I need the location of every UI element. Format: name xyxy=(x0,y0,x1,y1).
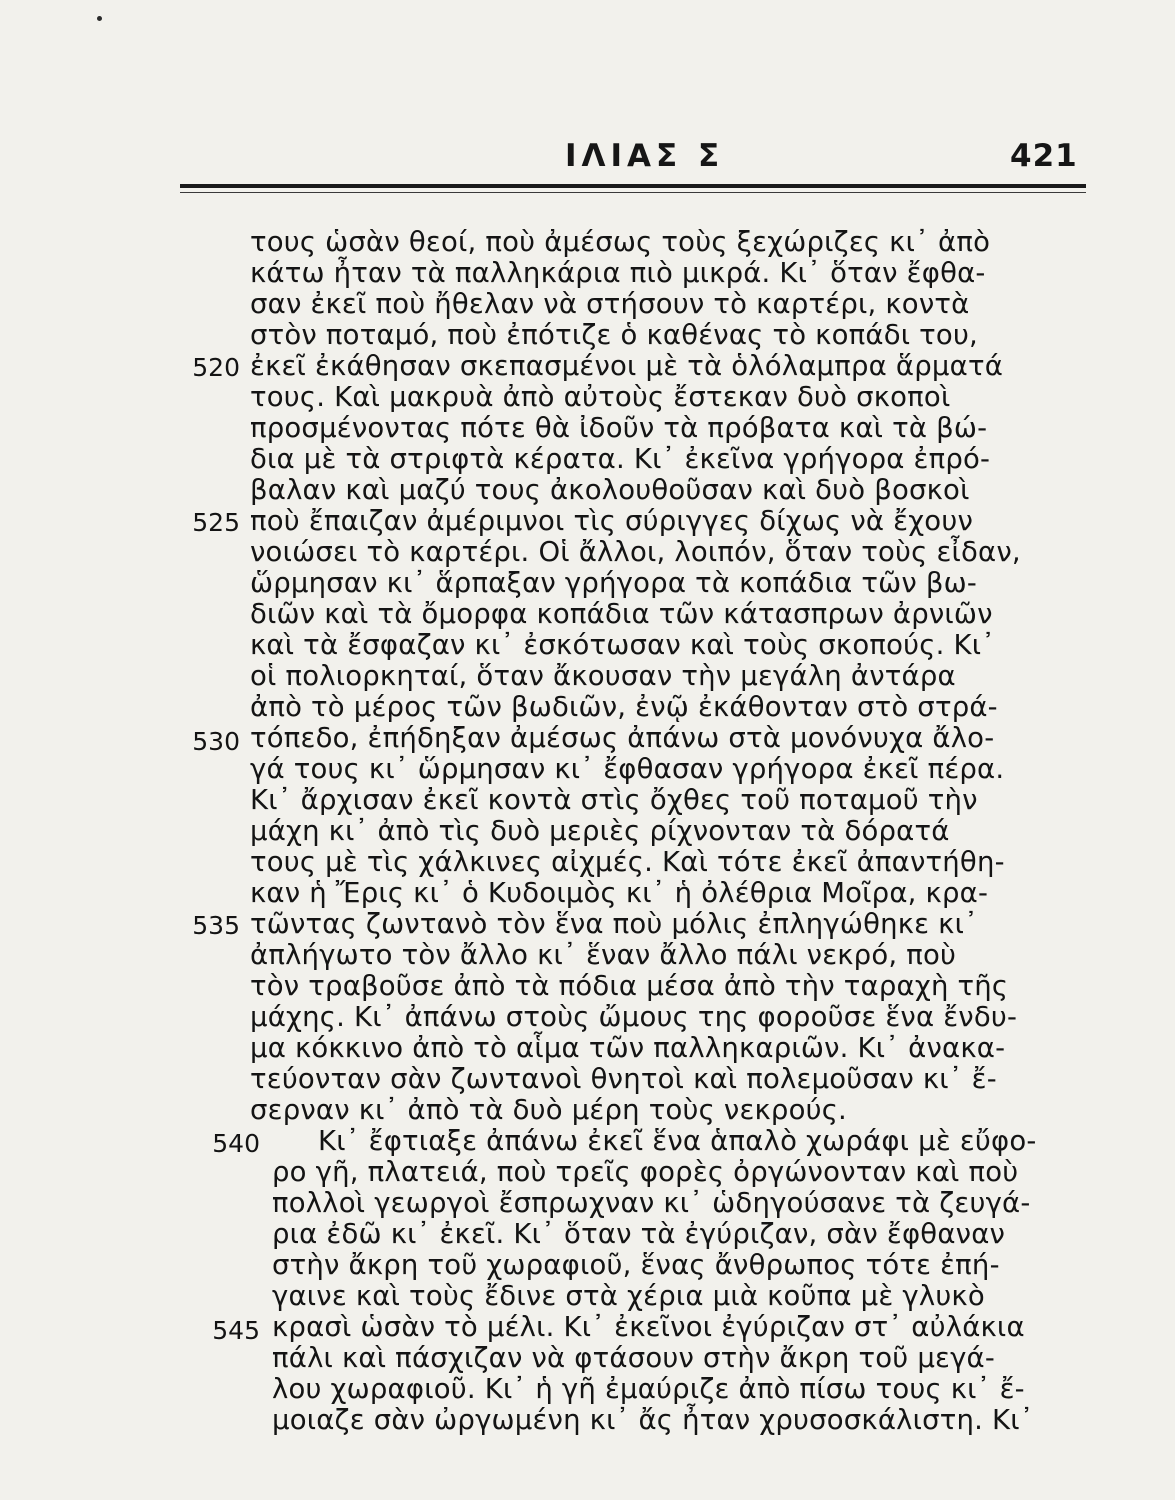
text-line: τόπεδο, ἐπήδηξαν ἀμέσως ἀπάνω στὰ μονόνυχα ἄλο- xyxy=(250,722,995,754)
text-line: προσμένοντας πότε θὰ ἰδοῦν τὰ πρόβατα καὶ τὰ βώ- xyxy=(250,412,988,444)
text-line: κρασὶ ὡσὰν τὸ μέλι. Κι᾽ ἐκεῖνοι ἐγύριζαν στ᾽ αὐλάκια xyxy=(272,1311,1025,1343)
text-line: τῶντας ζωντανὸ τὸν ἕνα ποὺ μόλις ἐπληγώθηκε κι᾽ xyxy=(250,908,979,940)
text-line: τους. Καὶ μακρυὰ ἀπὸ αὐτοὺς ἔστεκαν δυὸ σκοποὶ xyxy=(250,381,951,413)
text-line: ἐκεῖ ἐκάθησαν σκεπασμένοι μὲ τὰ ὁλόλαμπρα ἅρματά xyxy=(250,350,1004,382)
line-number: 530 xyxy=(192,727,240,756)
text-line: ρο γῆ, πλατειά, ποὺ τρεῖς φορὲς ὀργώνονταν καὶ ποὺ xyxy=(272,1156,1019,1188)
margin-speck xyxy=(97,16,102,21)
text-line: καὶ τὰ ἔσφαζαν κι᾽ ἐσκότωσαν καὶ τοὺς σκοπούς. Κι᾽ xyxy=(250,629,996,661)
text-line: γά τους κι᾽ ὥρμησαν κι᾽ ἔφθασαν γρήγορα ἐκεῖ πέρα. xyxy=(250,753,1005,785)
text-line: τὸν τραβοῦσε ἀπὸ τὰ πόδια μέσα ἀπὸ τὴν ταραχὴ τῆς xyxy=(250,970,1009,1002)
text-line: κάτω ἦταν τὰ παλληκάρια πιὸ μικρά. Κι᾽ ὅταν ἔφθα- xyxy=(250,257,986,289)
text-line: μοιαζε σὰν ὠργωμένη κι᾽ ἄς ἦταν χρυσοσκάλιστη. Κι᾽ xyxy=(272,1404,1034,1436)
text-line: ποὺ ἔπαιζαν ἀμέριμνοι τὶς σύριγγες δίχως νὰ ἔχουν xyxy=(250,505,974,537)
line-number: 525 xyxy=(192,508,240,537)
line-number: 540 xyxy=(212,1129,260,1158)
text-line: τεύονταν σὰν ζωντανοὶ θνητοὶ καὶ πολεμοῦσαν κι᾽ ἔ- xyxy=(250,1063,997,1095)
text-line: μάχης. Κι᾽ ἀπάνω στοὺς ὤμους της φοροῦσε ἕνα ἔνδυ- xyxy=(250,1001,1018,1033)
text-line: στὸν ποταμό, ποὺ ἐπότιζε ὁ καθένας τὸ κοπάδι του, xyxy=(250,319,978,351)
text-line: νοιώσει τὸ καρτέρι. Οἱ ἄλλοι, λοιπόν, ὅταν τοὺς εἶδαν, xyxy=(250,536,1021,568)
line-number: 545 xyxy=(212,1316,260,1345)
text-line: πάλι καὶ πάσχιζαν νὰ φτάσουν στὴν ἄκρη τοῦ μεγά- xyxy=(272,1342,996,1374)
line-number: 535 xyxy=(192,911,240,940)
text-line: τους ὡσὰν θεοί, ποὺ ἀμέσως τοὺς ξεχώριζες κι᾽ ἀπὸ xyxy=(250,226,991,258)
text-line-indent: Κι᾽ ἔφτιαξε ἀπάνω ἐκεῖ ἕνα ἁπαλὸ χωράφι μὲ εὔφο- xyxy=(318,1125,1037,1157)
text-line: διῶν καὶ τὰ ὄμορφα κοπάδια τῶν κάτασπρων ἀρνιῶν xyxy=(250,598,993,630)
page-number: 421 xyxy=(1010,138,1078,174)
text-line: τους μὲ τὶς χάλκινες αἰχμές. Καὶ τότε ἐκεῖ ἀπαντήθη- xyxy=(250,846,1005,878)
text-line: μα κόκκινο ἀπὸ τὸ αἷμα τῶν παλληκαριῶν. Κι᾽ ἀνακα- xyxy=(250,1032,1006,1064)
text-line: λου χωραφιοῦ. Κι᾽ ἡ γῆ ἐμαύριζε ἀπὸ πίσω τους κι᾽ ἔ- xyxy=(272,1373,1025,1405)
text-line: Κι᾽ ἄρχισαν ἐκεῖ κοντὰ στὶς ὄχθες τοῦ ποταμοῦ τὴν xyxy=(250,784,978,816)
text-line: γαινε καὶ τοὺς ἔδινε στὰ χέρια μιὰ κοῦπα μὲ γλυκὸ xyxy=(272,1280,985,1312)
text-line: σαν ἐκεῖ ποὺ ἤθελαν νὰ στήσουν τὸ καρτέρι, κοντὰ xyxy=(250,288,970,320)
text-line: ρια ἐδῶ κι᾽ ἐκεῖ. Κι᾽ ὅταν τὰ ἐγύριζαν, σὰν ἔφθαναν xyxy=(272,1218,1006,1250)
line-number: 520 xyxy=(192,353,240,382)
text-line: βαλαν καὶ μαζύ τους ἀκολουθοῦσαν καὶ δυὸ βοσκοὶ xyxy=(250,474,970,506)
header-rule-thin xyxy=(180,192,1086,193)
text-line: ἀπλήγωτο τὸν ἄλλο κι᾽ ἕναν ἄλλο πάλι νεκρό, ποὺ xyxy=(250,939,957,971)
header-rule xyxy=(180,184,1086,188)
text-line: ἀπὸ τὸ μέρος τῶν βωδιῶν, ἐνῷ ἐκάθονταν στὸ στρά- xyxy=(250,691,998,723)
text-line: οἱ πολιορκηταί, ὅταν ἄκουσαν τὴν μεγάλη ἀντάρα xyxy=(250,660,956,692)
running-title: ΙΛΙΑΣ Σ xyxy=(565,138,725,174)
text-line: δια μὲ τὰ στριφτὰ κέρατα. Κι᾽ ἐκεῖνα γρήγορα ἐπρό- xyxy=(250,443,991,475)
text-line: πολλοὶ γεωργοὶ ἔσπρωχναν κι᾽ ὡδηγούσανε τὰ ζευγά- xyxy=(272,1187,1031,1219)
text-line: μάχη κι᾽ ἀπὸ τὶς δυὸ μεριὲς ρίχνονταν τὰ δόρατά xyxy=(250,815,950,847)
text-line: ὥρμησαν κι᾽ ἅρπαξαν γρήγορα τὰ κοπάδια τῶν βω- xyxy=(250,567,978,599)
text-line: καν ἡ Ἔρις κι᾽ ὁ Κυδοιμὸς κι᾽ ἡ ὀλέθρια Μοῖρα, κρα- xyxy=(250,877,989,909)
text-line: στὴν ἄκρη τοῦ χωραφιοῦ, ἕνας ἄνθρωπος τότε ἐπή- xyxy=(272,1249,1000,1281)
text-line: σερναν κι᾽ ἀπὸ τὰ δυὸ μέρη τοὺς νεκρούς. xyxy=(250,1094,847,1126)
